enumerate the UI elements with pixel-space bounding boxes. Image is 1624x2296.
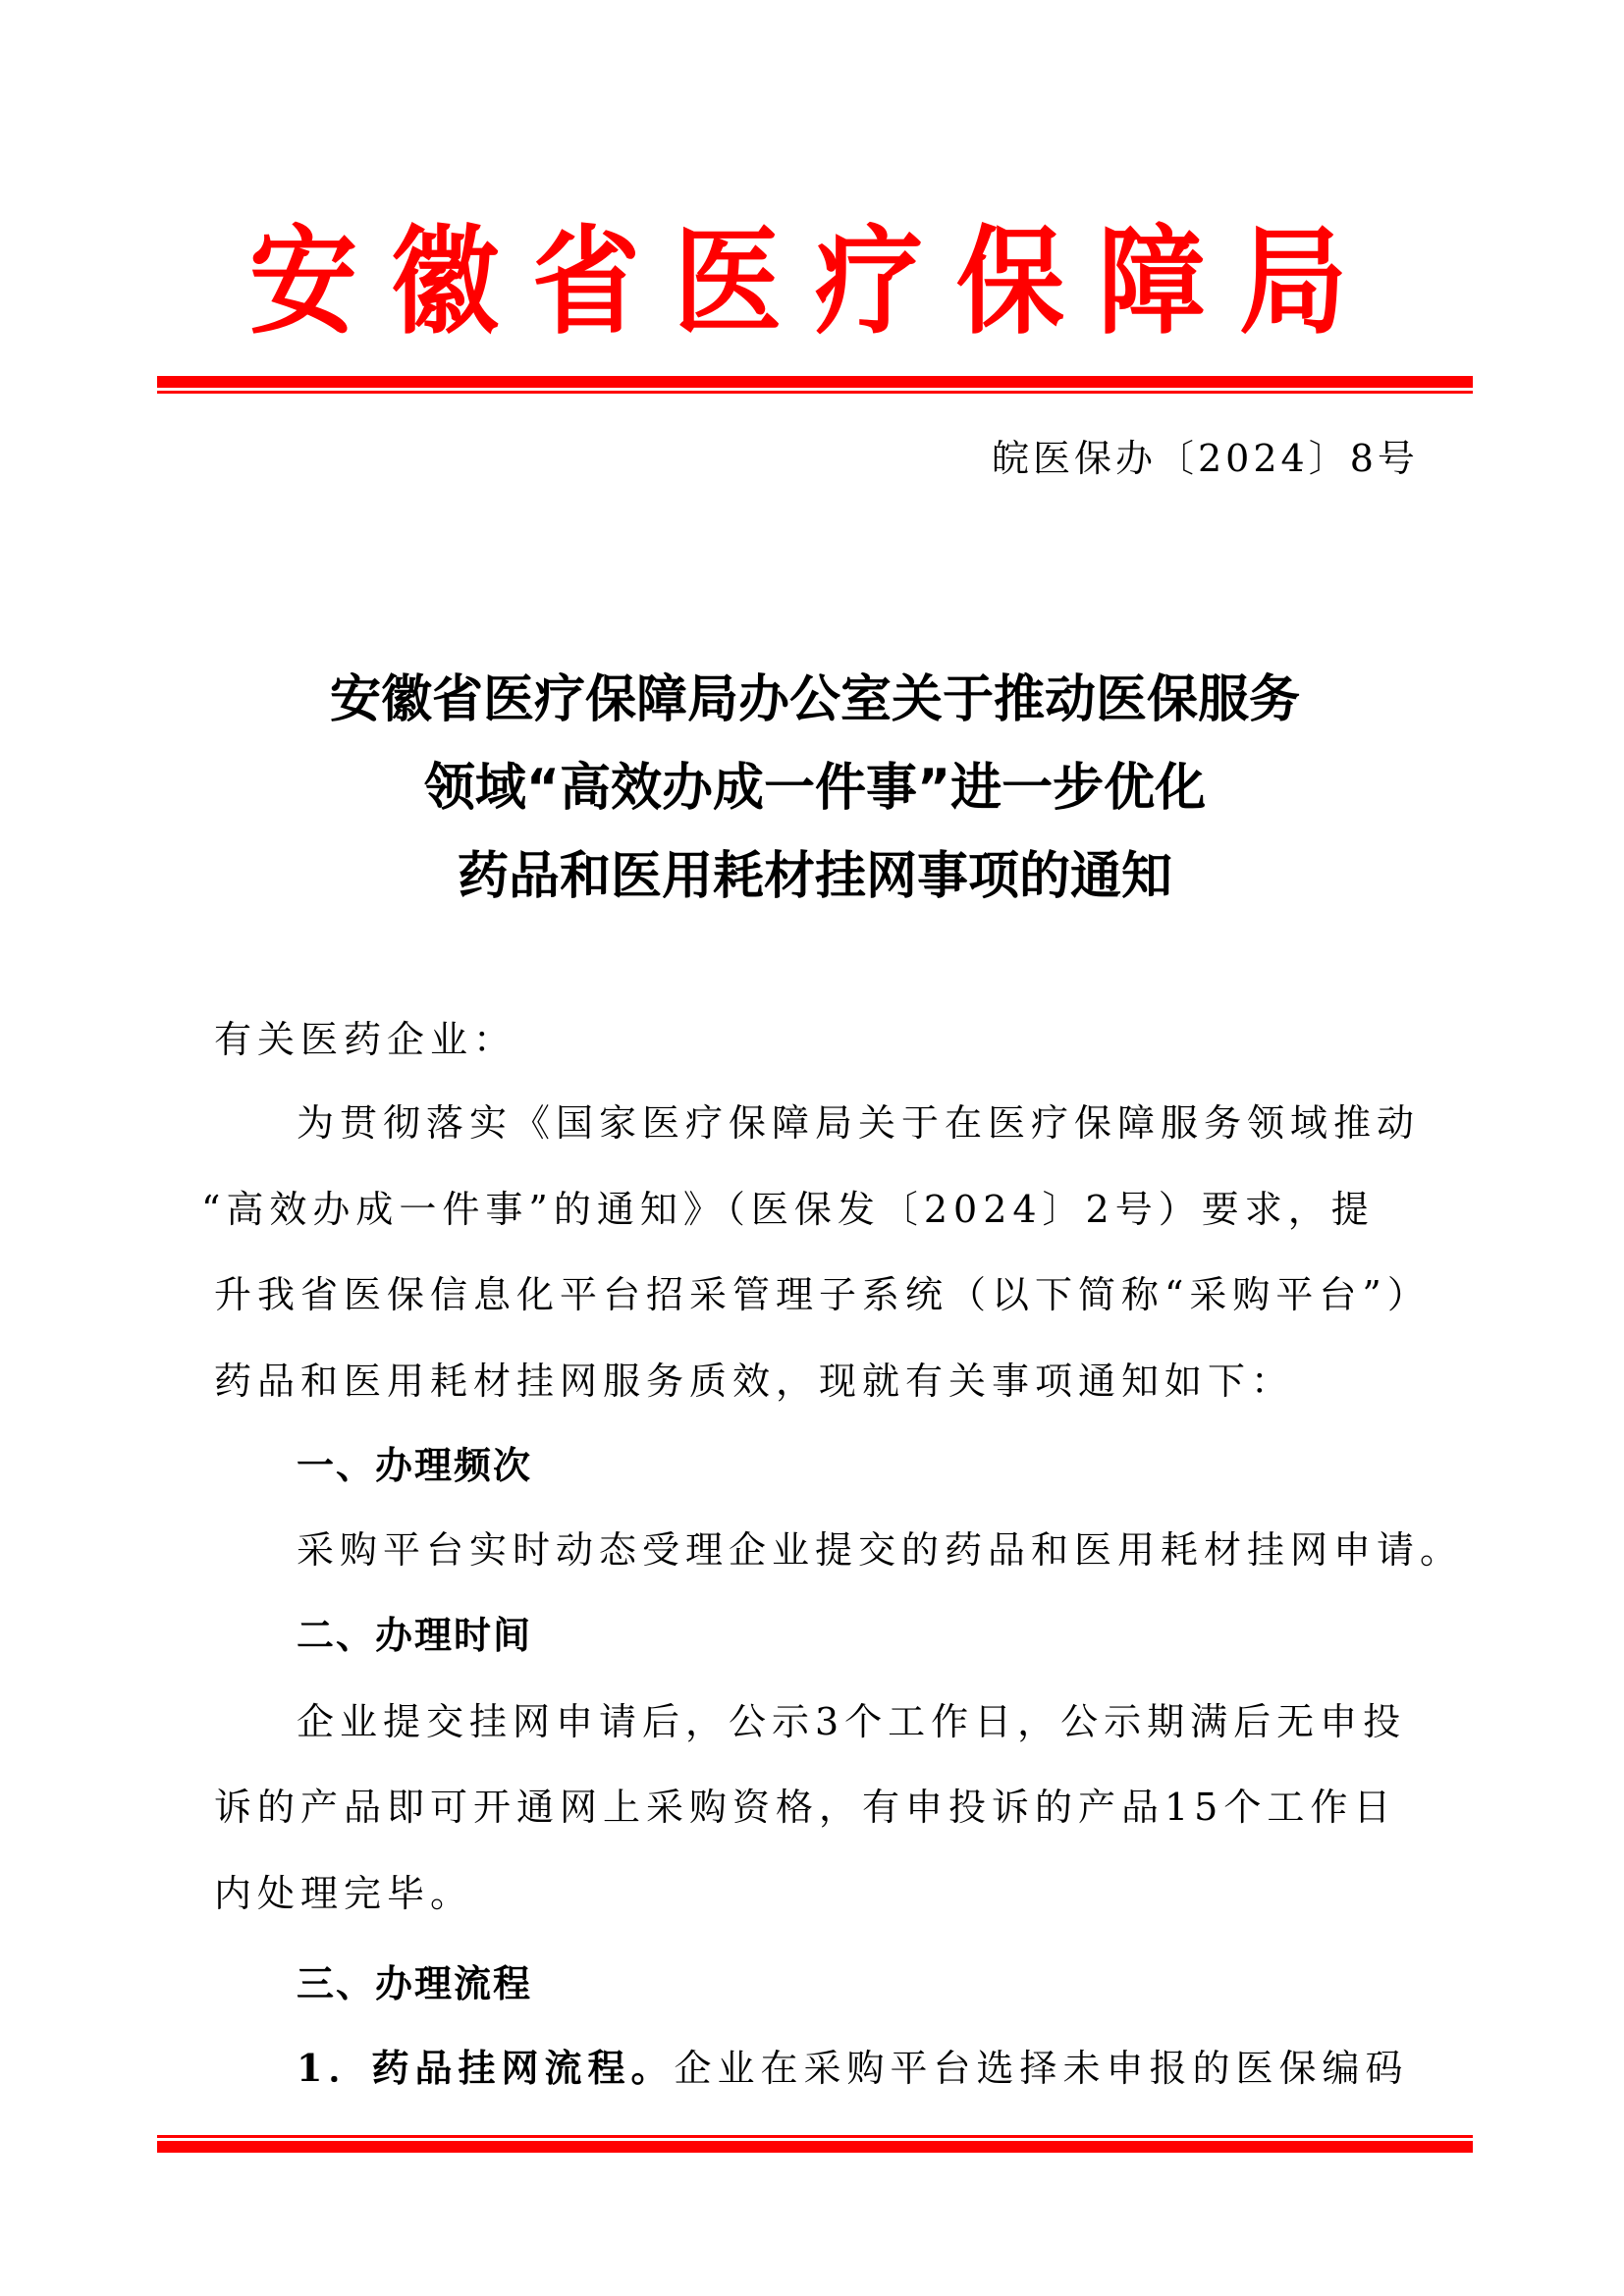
intro-line-1: 为贯彻落实《国家医疗保障局关于在医疗保障服务领域推动 bbox=[297, 1101, 1421, 1145]
issuing-authority-masthead: 安徽省医疗保障局 bbox=[249, 212, 1380, 350]
intro-line-3: 升我省医保信息化平台招采管理子系统（以下简称“采购平台”） bbox=[214, 1273, 1431, 1316]
addressee: 有关医药企业： bbox=[214, 1018, 517, 1061]
footer-red-rule-thin bbox=[157, 2135, 1473, 2138]
intro-line-4: 药品和医用耗材挂网服务质效，现就有关事项通知如下： bbox=[214, 1360, 1295, 1403]
section-3-item-1 bbox=[297, 2046, 1514, 2090]
document-number: 皖医保办〔2024〕8号 bbox=[992, 437, 1419, 480]
title-line-2: 领域“高效办成一件事”进一步优化 bbox=[423, 759, 1207, 818]
item-1-label: 1．药品挂网流程。 bbox=[297, 2046, 675, 2090]
section-2-line-2: 诉的产品即可开通网上采购资格，有申投诉的产品15个工作日 bbox=[214, 1786, 1397, 1829]
item-1-text: 企业在采购平台选择未申报的医保编码 bbox=[674, 2047, 1409, 2090]
masthead-red-rule-thick bbox=[157, 376, 1473, 388]
section-heading-2: 二、办理时间 bbox=[297, 1614, 533, 1657]
document-title bbox=[157, 656, 1473, 921]
section-2-line-1: 企业提交挂网申请后，公示3个工作日，公示期满后无申投 bbox=[297, 1700, 1407, 1743]
section-heading-3: 三、办理流程 bbox=[297, 1962, 533, 2005]
masthead-red-rule-thin bbox=[157, 391, 1473, 394]
title-line-1: 安徽省医疗保障局办公室关于推动医保服务 bbox=[329, 670, 1300, 729]
title-line-3: 药品和医用耗材挂网事项的通知 bbox=[457, 847, 1172, 906]
section-2-line-3: 内处理完毕。 bbox=[214, 1872, 474, 1915]
intro-line-2: “高效办成一件事”的通知》（医保发〔2024〕2号）要求，提 bbox=[201, 1188, 1375, 1231]
section-1-line-1: 采购平台实时动态受理企业提交的药品和医用耗材挂网申请。 bbox=[297, 1528, 1464, 1572]
footer-red-rule-thick bbox=[157, 2141, 1473, 2153]
section-heading-1: 一、办理频次 bbox=[297, 1444, 533, 1487]
